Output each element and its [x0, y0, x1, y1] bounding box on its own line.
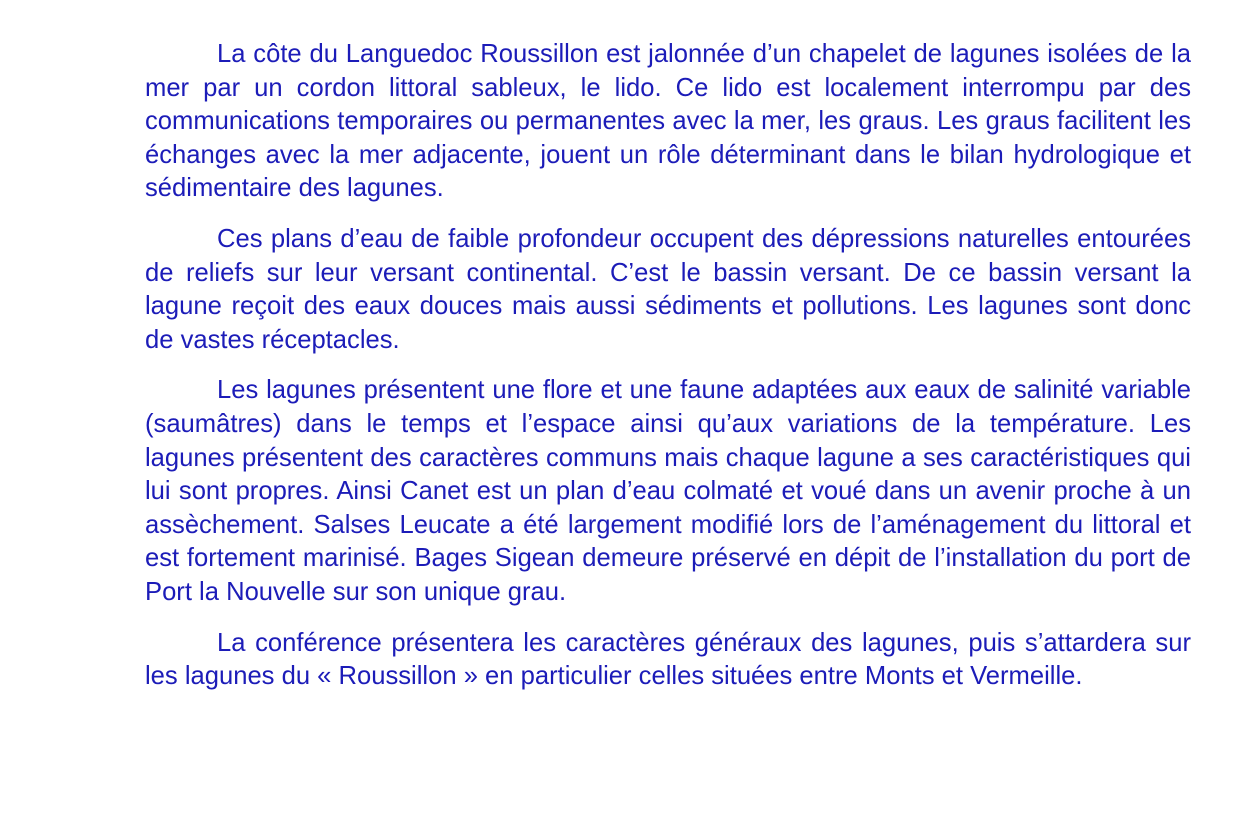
paragraph-bassin-versant: Ces plans d’eau de faible profondeur occupent des dépressions naturelles entourées de reliefs sur leur versant continental. C’est le bassin versant. De ce bassin versant la lagune reçoit des eaux douces mais aussi sédiments et pollutions. Les lagunes sont donc de vastes réceptacles.	[145, 224, 1191, 354]
paragraph-flore-faune: Les lagunes présentent une flore et une faune adaptées aux eaux de salinité variable (saumâtres) dans le temps et l’espace ainsi qu’aux variations de la température. Les lagunes présentent des caractères communs mais chaque lagune a ses caractéristiques qui lui sont propres. Ainsi Canet est un plan d’eau colmaté et voué dans un avenir proche à un assèchement. Salses Leucate a été largement modifié lors de l’aménagement du littoral et est fortement marinisé. Bages Sigean demeure préservé en dépit de l’installation du port de Port la Nouvelle sur son unique grau.	[145, 376, 1191, 606]
paragraph-lido-graus: La côte du Languedoc Roussillon est jalonnée d’un chapelet de lagunes isolées de la mer par un cordon littoral sableux, le lido. Ce lido est localement interrompu par des communications temporaires ou permanentes avec la mer, les graus. Les graus facilitent les échanges avec la mer adjacente, jouent un rôle déterminant dans le bilan hydrologique et sédimentaire des lagunes.	[145, 40, 1191, 203]
paragraph-conference: La conférence présentera les caractères généraux des lagunes, puis s’attardera sur les lagunes du « Roussillon » en particulier celles situées entre Monts et Vermeille.	[145, 628, 1191, 691]
document-body	[145, 38, 1191, 694]
